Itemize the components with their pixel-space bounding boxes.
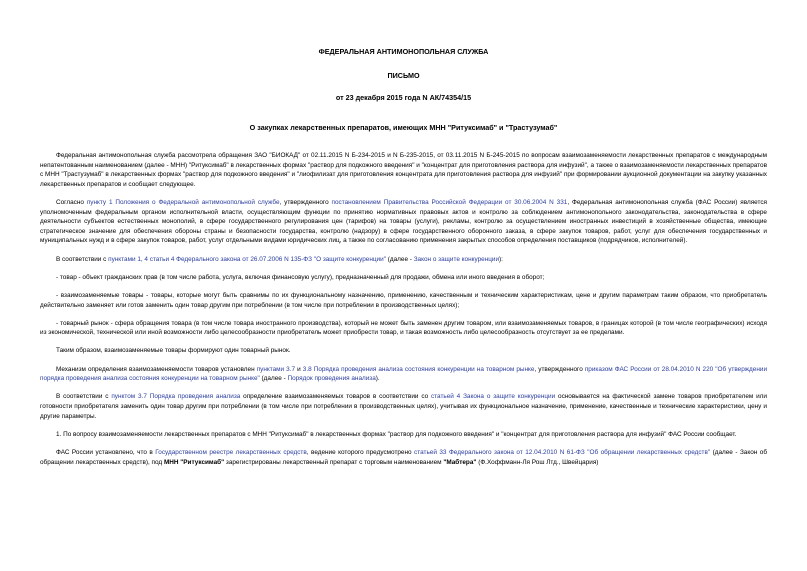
paragraph-1: Федеральная антимонопольная служба рассмотрела обращения ЗАО "БИОКАД" от 02.11.2015 N Б-234-2015 и N Б-235-2015, от 03.11.2015 N Б-245-2015 по вопросам взаимозаменяемости лекарственных препаратов с международным непатентованным наименованием (далее - МНН) "Ритуксимаб" в лекарственных формах "раствор для подкожного введения" и "концентрат для приготовления раствора для инфузий", а также о взаимозаменяемости лекарственных препаратов с МНН "Трастузумаб" в лекарственных формах "раствор для подкожного введения" и "лиофилизат для приготовления концентрата для приготовления раствора для инфузий" при формировании аукционной документации на закупку указанных лекарственных препаратов и сообщает следующее. xyxy=(40,152,767,188)
text-segment: ). xyxy=(375,375,380,383)
paragraph-9 xyxy=(40,392,767,421)
text-segment: и xyxy=(295,365,303,373)
text-segment: В соответствии с xyxy=(56,393,112,401)
text-segment: (Ф.Хоффманн-Ля Рош Лтд., Швейцария) xyxy=(476,458,599,466)
document-type: ПИСЬМО xyxy=(387,71,420,80)
document-subject: О закупках лекарственных препаратов, имеющих МНН "Ритуксимаб" и "Трастузумаб" xyxy=(249,123,558,132)
text-segment: основывается на фактической замене товаров приобретателем или готовности приобретателя заменить один товар другим при потреблении (в том числе при потреблении в производственных целях), учитывая их функциональное назначение, применение, качественные и технические характеристики, цену и другие параметры. xyxy=(40,393,767,420)
link-state-register[interactable]: Государственном реестре лекарственных средств xyxy=(155,449,307,456)
link-fas-order-220[interactable]: приказом ФАС России от 28.04.2010 N 220 "Об утверждении порядка проведения анализа состояния конкуренции на товарном рынке" xyxy=(40,365,768,383)
link-clause-3-8[interactable]: 3.8 Порядка проведения анализа состояния конкуренции на товарном рынке xyxy=(302,365,535,373)
link-analysis-procedure[interactable]: Порядок проведения анализа xyxy=(287,375,376,383)
bold-trade-name-mabthera: "Мабтера" xyxy=(443,458,477,466)
paragraph-7: Таким образом, взаимозаменяемые товары формируют один товарный рынок. xyxy=(56,347,291,355)
document-date-number: от 23 декабря 2015 года N АК/74354/15 xyxy=(335,93,472,102)
text-segment: В соответствии с xyxy=(56,255,109,263)
text-segment: (далее - xyxy=(259,375,288,383)
text-segment: , Федеральная антимонопольная служба (ФАС России) является уполномоченным федеральным органом исполнительной власти, осуществляющим функции по принятию нормативных правовых актов и контролю за соблюдением антимонопольного законодательства, законодательства в сфере деятельности субъектов естественных монополий, в сфере государственного регулирования цен (тарифов) на товары (услуги), рекламы, контролю за осуществлением иностранных инвестиций в хозяйственные общества, имеющие стратегическое значение для обеспечения обороны страны и безопасности государства, контролю (надзору) в сфере государственного оборонного заказа, в сфере закупок товаров, работ, услуг для обеспечения государственных и муниципальных нужд и в сфере закупок товаров, работ, услуг отдельными видами юридических лиц, а также по согласованию применения закрытых способов определения поставщиков (подрядчиков, исполнителей). xyxy=(40,198,768,245)
text-segment: (далее - Закон об обращении лекарственных средств), под xyxy=(40,449,767,466)
paragraph-10: 1. По вопросу взаимозаменяемости лекарственных препаратов с МНН "Ритуксимаб" в лекарственных формах "раствор для подкожного введения" и "концентрат для приготовления раствора для инфузий" ФАС России сообщает. xyxy=(56,430,737,438)
text-segment: (далее - xyxy=(385,255,414,263)
paragraph-8 xyxy=(40,365,767,384)
document-body xyxy=(40,151,767,467)
paragraph-6: - товарный рынок - сфера обращения товара (в том числе товара иностранного производства), который не может быть заменен другим товаром, или взаимозаменяемых товаров, в границах которой (в том числе географических) исходя из экономической, технической или иной возможности либо целесообразности приобретатель может приобрести товар, и такая возможность либо целесообразность отсутствует за ее пределами. xyxy=(40,319,767,337)
paragraph-5: - взаимозаменяемые товары - товары, которые могут быть сравнимы по их функциональному назначению, применению, качественным и техническим характеристикам, цене и другим параметрам таким образом, что приобретатель действительно заменяет или готов заменить один товар другим при потреблении (в том числе при потреблении в производственных целях); xyxy=(40,291,767,309)
bold-inn-rituximab: МНН "Ритуксимаб" xyxy=(163,458,225,466)
text-segment: ): xyxy=(499,255,503,263)
link-article-33-medicines-law[interactable]: статьей 33 Федерального закона от 12.04.2010 N 61-ФЗ "Об обращении лекарственных средств" xyxy=(414,449,711,456)
link-clause-3-7[interactable]: пунктами 3.7 xyxy=(256,365,296,373)
link-government-decree[interactable]: постановлением Правительства Российской Федерации от 30.06.2004 N 331 xyxy=(331,198,568,206)
paragraph-11 xyxy=(40,448,767,467)
link-fas-regulation[interactable]: пункту 1 Положения о Федеральной антимонопольной службе xyxy=(86,198,280,206)
paragraph-3 xyxy=(40,255,767,265)
link-competition-law-articles[interactable]: пунктами 1, 4 статьи 4 Федерального закона от 26.07.2006 N 135-ФЗ "О защите конкуренции" xyxy=(108,255,386,263)
paragraph-2 xyxy=(40,198,767,246)
text-segment: ФАС России установлено, что в xyxy=(56,449,156,456)
link-competition-law[interactable]: Закон о защите конкуренции xyxy=(413,255,500,263)
text-segment: , ведение которого предусмотрено xyxy=(306,449,415,456)
link-procedure-clause-3-7[interactable]: пунктом 3.7 Порядка проведения анализа xyxy=(111,393,241,401)
paragraph-4: - товар - объект гражданских прав (в том числе работа, услуга, включая финансовую услугу), предназначенный для продажи, обмена или иного введения в оборот; xyxy=(56,273,545,281)
text-segment: зарегистрированы лекарственный препарат с торговым наименованием xyxy=(224,458,444,466)
text-segment: , утвержденного xyxy=(534,365,585,373)
text-segment: определение взаимозаменяемых товаров в соответствии со xyxy=(240,393,431,401)
text-segment: , утвержденного xyxy=(279,198,332,206)
text-segment: Согласно xyxy=(56,198,87,206)
agency-title: ФЕДЕРАЛЬНАЯ АНТИМОНОПОЛЬНАЯ СЛУЖБА xyxy=(318,47,489,56)
text-segment: Механизм определения взаимозаменяемости товаров установлен xyxy=(56,365,257,373)
link-article-4-competition-law[interactable]: статьей 4 Закона о защите конкуренции xyxy=(430,393,556,401)
